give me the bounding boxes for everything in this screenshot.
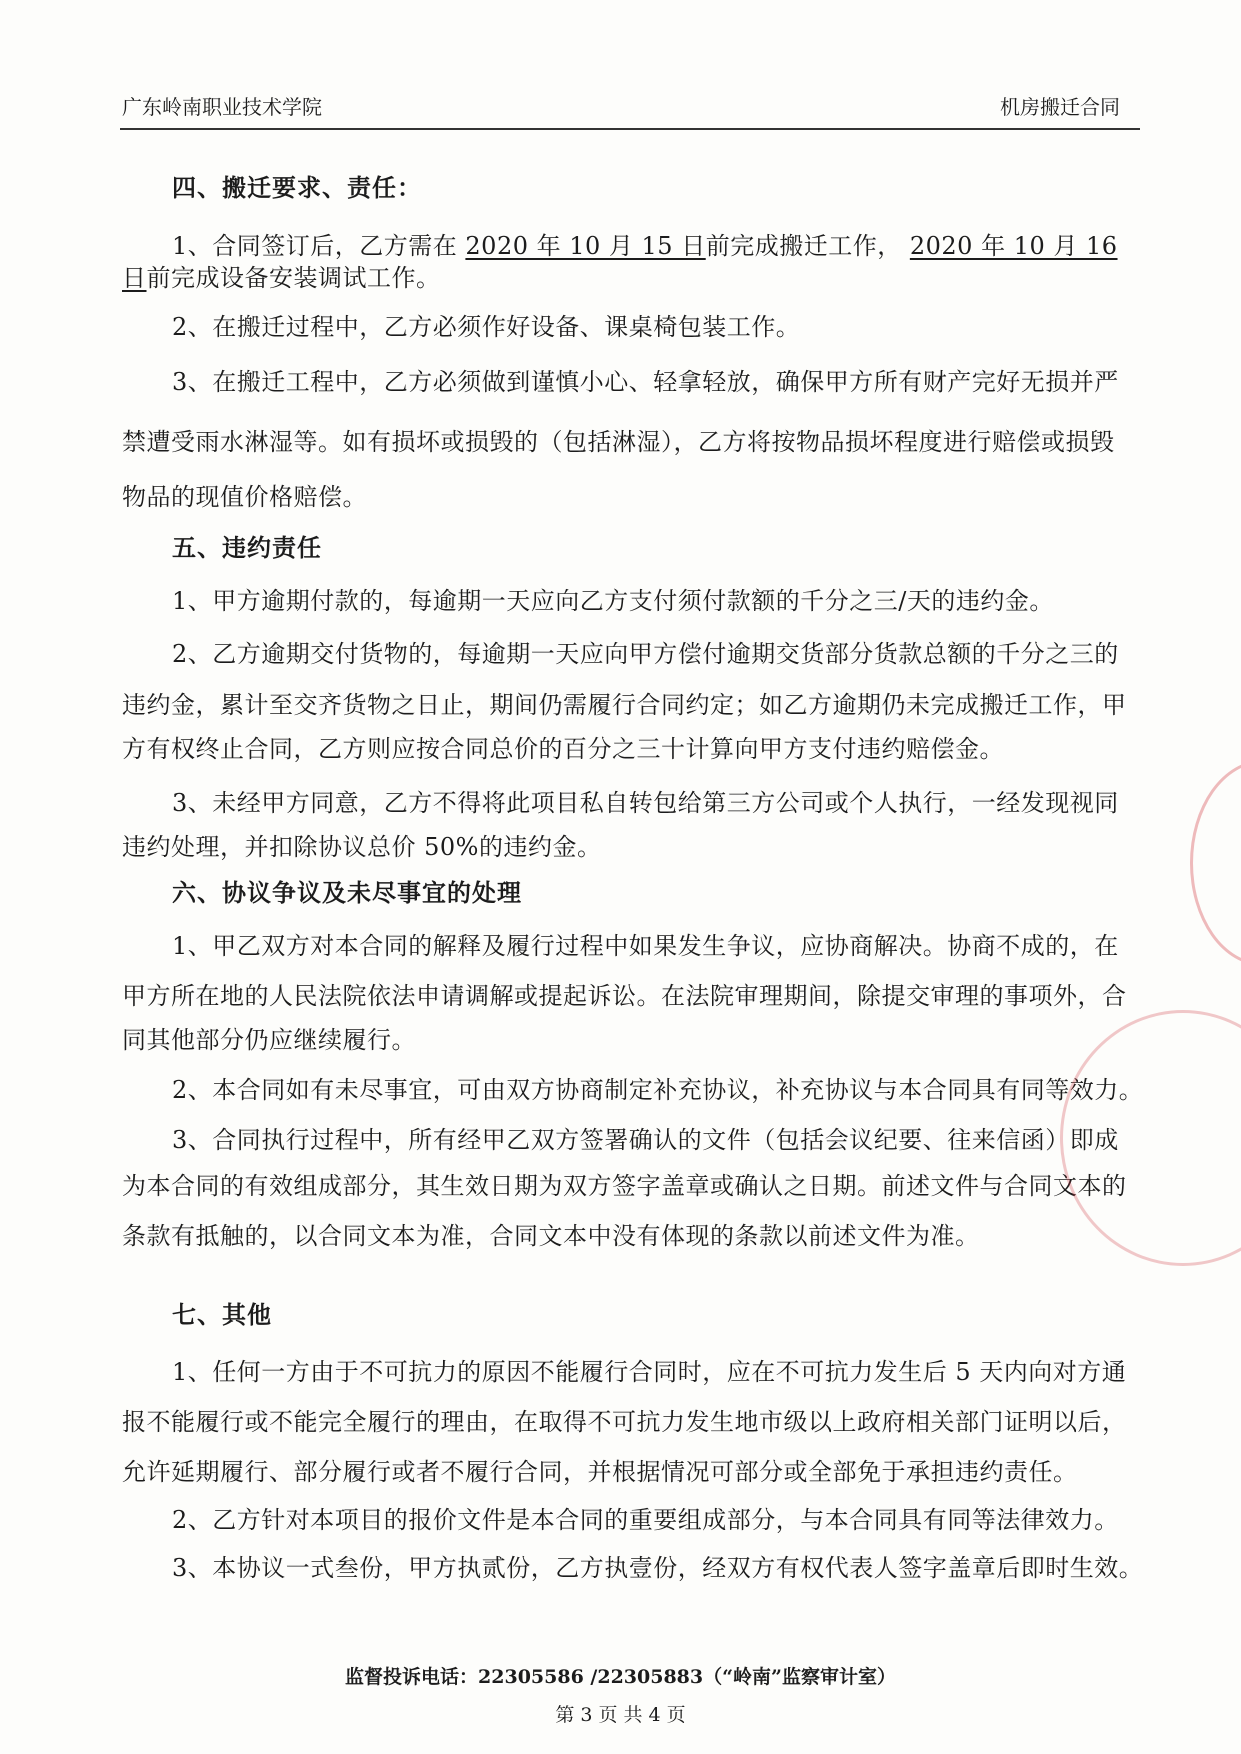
seal-stamp-upper [1190,760,1241,966]
section-7-item-1-line-3: 允许延期履行、部分履行或者不履行合同，并根据情况可部分或全部免于承担违约责任。 [122,1458,1078,1486]
section-6-item-1-line-3: 同其他部分仍应继续履行。 [122,1026,416,1054]
section-5-item-2-line-1: 2、乙方逾期交付货物的，每逾期一天应向甲方偿付逾期交货部分货款总额的千分之三的 [172,640,1119,668]
section-6-item-3-line-3: 条款有抵触的，以合同文本为准，合同文本中没有体现的条款以前述文件为准。 [122,1222,980,1250]
section-6-item-1-line-1: 1、甲乙双方对本合同的解释及履行过程中如果发生争议，应协商解决。协商不成的，在 [172,932,1119,960]
section-5-item-3-line-1: 3、未经甲方同意，乙方不得将此项目私自转包给第三方公司或个人执行，一经发现视同 [172,789,1119,817]
section-4-item-1-line-1: 1、合同签订后，乙方需在 2020 年 10 月 15 日前完成搬迁工作， 2020 年 10 月 16 [172,232,1118,260]
section-5-item-3-line-2: 违约处理，并扣除协议总价 50%的违约金。 [122,833,602,861]
section-4-item-3-line-1: 3、在搬迁工程中，乙方必须做到谨慎小心、轻拿轻放，确保甲方所有财产完好无损并严 [172,368,1119,396]
section-4-item-1-line-2: 日前完成设备安装调试工作。 [122,264,441,292]
section-6-item-3-line-1: 3、合同执行过程中，所有经甲乙双方签署确认的文件（包括会议纪要、往来信函）即成 [172,1126,1119,1154]
page-header [120,88,1140,130]
seal-stamp-lower [1060,1010,1241,1266]
section-4-item-2: 2、在搬迁过程中，乙方必须作好设备、课桌椅包装工作。 [172,313,801,341]
complaint-phone-line: 监督投诉电话：22305586 /22305883（“岭南”监察审计室） [345,1666,896,1688]
header-institution: 广东岭南职业技术学院 [122,95,322,119]
section-5-item-2-line-3: 方有权终止合同，乙方则应按合同总价的百分之三十计算向甲方支付违约赔偿金。 [122,735,1004,763]
section-7-title: 七、其他 [172,1300,272,1329]
section-5-item-1: 1、甲方逾期付款的，每逾期一天应向乙方支付须付款额的千分之三/天的违约金。 [172,587,1054,615]
section-7-item-3: 3、本协议一式叁份，甲方执贰份，乙方执壹份，经双方有权代表人签字盖章后即时生效。 [172,1554,1144,1582]
section-4-item-3-line-2: 禁遭受雨水淋湿等。如有损坏或损毁的（包括淋湿），乙方将按物品损坏程度进行赔偿或损毁 [122,428,1115,456]
section-4-title: 四、搬迁要求、责任： [172,173,422,202]
section-5-item-2-line-2: 违约金，累计至交齐货物之日止，期间仍需履行合同约定；如乙方逾期仍未完成搬迁工作，甲 [122,691,1127,719]
section-6-item-3-line-2: 为本合同的有效组成部分，其生效日期为双方签字盖章或确认之日期。前述文件与合同文本的 [122,1172,1127,1200]
section-6-item-1-line-2: 甲方所在地的人民法院依法申请调解或提起诉讼。在法院审理期间，除提交审理的事项外，合 [122,982,1127,1010]
section-4-item-3-line-3: 物品的现值价格赔偿。 [122,483,367,511]
completion-date: 2020 年 10 月 15 日 [465,232,706,260]
install-date: 2020 年 10 月 16 [909,232,1118,260]
section-5-title: 五、违约责任 [172,533,322,562]
section-7-item-2: 2、乙方针对本项目的报价文件是本合同的重要组成部分，与本合同具有同等法律效力。 [172,1506,1119,1534]
section-7-item-1-line-1: 1、任何一方由于不可抗力的原因不能履行合同时，应在不可抗力发生后 5 天内向对方通 [172,1358,1127,1386]
section-6-title: 六、协议争议及未尽事宜的处理 [172,878,522,907]
section-7-item-1-line-2: 报不能履行或不能完全履行的理由，在取得不可抗力发生地市级以上政府相关部门证明以后， [122,1408,1127,1436]
page-number: 第 3 页 共 4 页 [555,1704,686,1726]
header-doc-title: 机房搬迁合同 [1000,95,1120,119]
section-6-item-2: 2、本合同如有未尽事宜，可由双方协商制定补充协议，补充协议与本合同具有同等效力。 [172,1076,1144,1104]
